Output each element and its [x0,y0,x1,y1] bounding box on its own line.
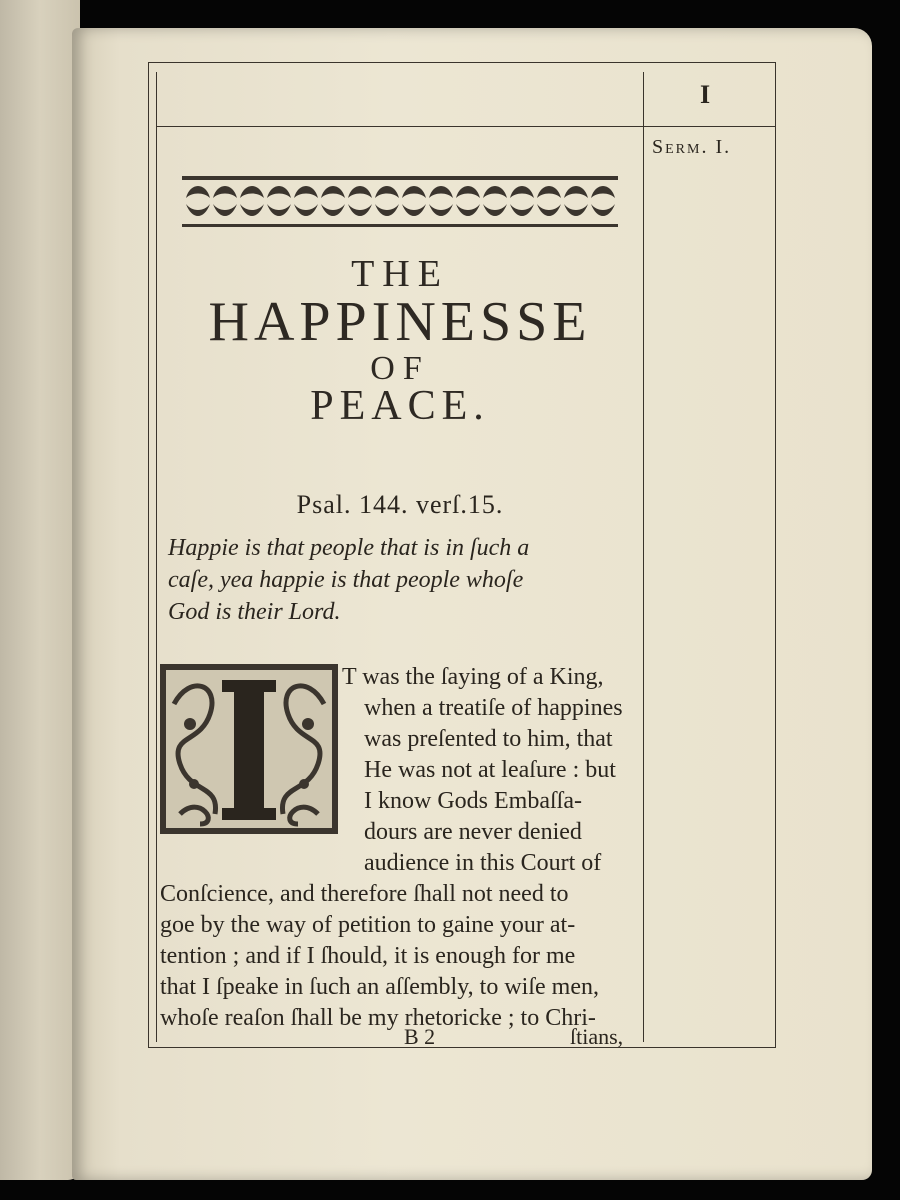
body-line: Conſcience, and therefore ſhall not need to [160,881,569,907]
decorated-initial [160,664,338,834]
scripture-line: Happie is that people that is in ſuch a [168,535,530,561]
body-line: tention ; and if I ſhould, it is enough for me [160,943,576,969]
title-peace: PEACE. [310,383,490,429]
body-line: dours are never denied [364,819,582,845]
title-the: THE [351,253,449,295]
title-happinesse: HAPPINESSE [208,291,592,353]
header-rule [156,126,776,127]
title-of: OF [370,350,430,387]
body-line: that I ſpeake in ſuch an aſſembly, to wiſe men, [160,974,599,1000]
body-line: I know Gods Embaſſa- [364,788,582,814]
catchword: ſtians, [570,1024,624,1049]
facing-page-edge [0,0,80,1180]
body-line: was preſented to him, that [364,726,613,752]
printers-ornament [182,142,618,228]
body-line: when a treatiſe of happines [364,695,623,721]
body-line: He was not at leaſure : but [364,757,616,783]
body-line: audience in this Court of [364,850,602,876]
body-line: whoſe reaſon ſhall be my rhetoricke ; to Chri- [160,1005,596,1031]
page-number: I [700,80,711,109]
scripture-line: God is their Lord. [168,599,341,625]
body-line: goe by the way of petition to gaine your at- [160,912,576,938]
margin-note: Serm. I. [652,136,732,158]
body-line: T was the ſaying of a King, [342,664,604,690]
scripture-reference: Psal. 144. verſ.15. [296,490,504,519]
scripture-text [168,532,638,628]
scripture-line: caſe, yea happie is that people whoſe [168,567,524,593]
signature-mark: B 2 [404,1024,436,1049]
